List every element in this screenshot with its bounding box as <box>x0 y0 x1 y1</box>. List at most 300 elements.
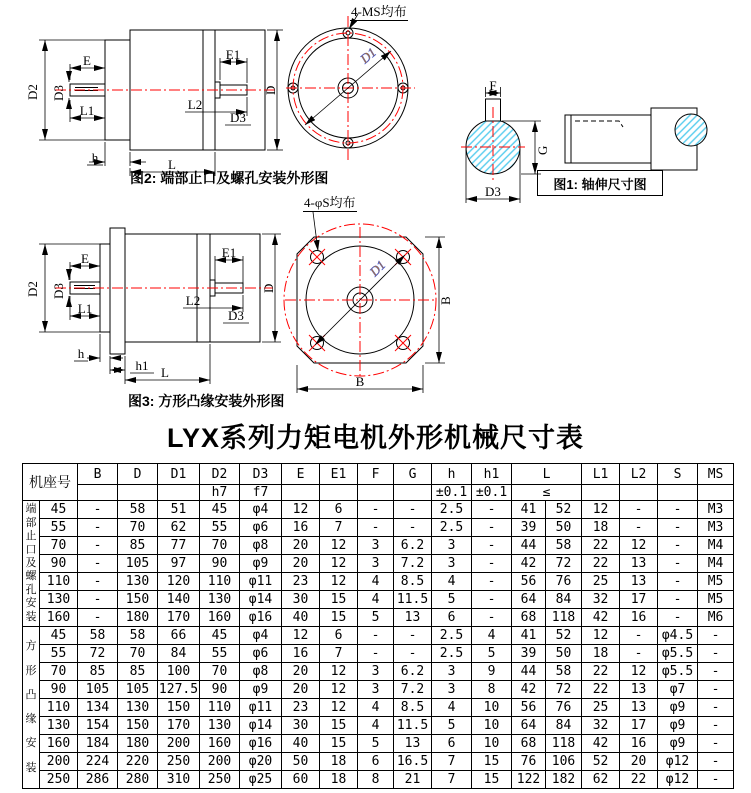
cell: 3 <box>358 663 394 681</box>
col-subheader-L: ≤ <box>512 485 582 501</box>
cell: - <box>358 645 394 663</box>
cell: φ4 <box>240 627 282 645</box>
cell: 85 <box>78 663 118 681</box>
cell: φ16 <box>240 735 282 753</box>
cell: 15 <box>320 717 358 735</box>
col-header-E: E <box>282 464 320 485</box>
dim-label-d3-left: D3 <box>51 283 66 299</box>
cell: 110 <box>200 699 240 717</box>
cell: - <box>394 519 432 537</box>
cell: 18 <box>320 753 358 771</box>
cell: 30 <box>282 717 320 735</box>
cell: φ9 <box>240 555 282 573</box>
col-subheader-F <box>358 485 394 501</box>
cell: 22 <box>620 771 658 789</box>
row-size: 250 <box>40 771 78 789</box>
dim-label-h1: h1 <box>135 358 149 373</box>
cell: - <box>620 501 658 519</box>
cell: 12 <box>320 537 358 555</box>
cell: 8 <box>358 771 394 789</box>
col-subheader-h1: ±0.1 <box>472 485 512 501</box>
cell: - <box>394 627 432 645</box>
cell: 150 <box>158 699 200 717</box>
cell: 13 <box>620 681 658 699</box>
cell: 52 <box>582 753 620 771</box>
dim-label-l1: L1 <box>77 301 93 316</box>
cell: φ14 <box>240 717 282 735</box>
fig1-break-section <box>675 114 707 146</box>
cell: - <box>698 627 734 645</box>
section-label-1: 方 形 凸 缘 安 装 <box>23 627 40 789</box>
cell: 68 <box>512 735 546 753</box>
cell: 7 <box>320 519 358 537</box>
fig3-side-view <box>25 228 290 413</box>
cell: - <box>78 555 118 573</box>
dim-label-b-bottom: B <box>355 374 365 389</box>
cell: 8.5 <box>394 699 432 717</box>
cell: 41 <box>512 627 546 645</box>
cell: - <box>78 519 118 537</box>
cell: 25 <box>582 699 620 717</box>
fig1-caption-box <box>537 170 663 196</box>
cell: 55 <box>200 519 240 537</box>
row-size: 130 <box>40 717 78 735</box>
cell: 15 <box>472 771 512 789</box>
row-size: 45 <box>40 501 78 519</box>
cell: - <box>394 645 432 663</box>
cell: 6 <box>432 735 472 753</box>
header-frame-size: 机座号 <box>23 464 78 501</box>
cell: 56 <box>512 573 546 591</box>
cell: 170 <box>158 717 200 735</box>
fig2-side-view <box>25 18 290 178</box>
cell: φ8 <box>240 663 282 681</box>
cell: φ9 <box>240 681 282 699</box>
cell: - <box>698 735 734 753</box>
cell: - <box>698 699 734 717</box>
cell: 90 <box>200 555 240 573</box>
cell: 5 <box>358 609 394 627</box>
dim-label-h: h <box>77 346 85 361</box>
cell: 17 <box>620 591 658 609</box>
cell: 7 <box>320 645 358 663</box>
cell: 22 <box>582 663 620 681</box>
dim-label-d2: D2 <box>25 281 40 297</box>
col-header-F: F <box>358 464 394 485</box>
cell: - <box>698 681 734 699</box>
section-label-0: 端 部 止 口 及 螺 孔 安 装 <box>23 501 40 627</box>
cell: 9 <box>472 663 512 681</box>
col-header-S: S <box>658 464 698 485</box>
fig2-caption: 图2: 端部止口及螺孔安装外形图 <box>130 170 329 186</box>
cell: φ12 <box>658 753 698 771</box>
dim-label-d3-left: D3 <box>51 85 66 101</box>
cell: 6 <box>432 609 472 627</box>
col-subheader-B <box>78 485 118 501</box>
cell: 44 <box>512 537 546 555</box>
cell: - <box>698 771 734 789</box>
cell: 3 <box>432 663 472 681</box>
cell: φ16 <box>240 609 282 627</box>
cell: 84 <box>158 645 200 663</box>
row-size: 45 <box>40 627 78 645</box>
cell: 32 <box>582 717 620 735</box>
cell: 118 <box>546 735 582 753</box>
col-subheader-G <box>394 485 432 501</box>
cell: M3 <box>698 501 734 519</box>
cell: 4 <box>358 699 394 717</box>
cell: - <box>658 537 698 555</box>
fig2-bolt-note: 4-MS均布 <box>351 4 407 19</box>
row-size: 110 <box>40 573 78 591</box>
cell: 58 <box>118 501 158 519</box>
cell: 58 <box>118 627 158 645</box>
cell: 3 <box>432 555 472 573</box>
fig2-front-view <box>285 0 460 172</box>
cell: φ4 <box>240 501 282 519</box>
cell: 4 <box>358 717 394 735</box>
cell: M4 <box>698 537 734 555</box>
cell: 250 <box>158 753 200 771</box>
cell: 180 <box>118 609 158 627</box>
cell: 16.5 <box>394 753 432 771</box>
dim-label-l1: L1 <box>79 103 95 118</box>
cell: 13 <box>394 735 432 753</box>
cell: - <box>394 501 432 519</box>
col-header-L2: L2 <box>620 464 658 485</box>
cell: - <box>658 555 698 573</box>
col-header-D2: D2 <box>200 464 240 485</box>
cell: 44 <box>512 663 546 681</box>
cell: 250 <box>200 771 240 789</box>
cell: 127.5 <box>158 682 199 697</box>
cell: 56 <box>512 699 546 717</box>
cell: - <box>698 753 734 771</box>
cell: 3 <box>358 681 394 699</box>
cell: 150 <box>118 591 158 609</box>
cell: 23 <box>282 699 320 717</box>
col-subheader-E <box>282 485 320 501</box>
cell: 12 <box>282 627 320 645</box>
cell: 20 <box>282 555 320 573</box>
cell: 22 <box>582 681 620 699</box>
cell: 18 <box>582 645 620 663</box>
cell: 39 <box>512 645 546 663</box>
cell: 68 <box>512 609 546 627</box>
cell: 97 <box>158 555 200 573</box>
cell: 42 <box>512 555 546 573</box>
cell: φ12 <box>658 771 698 789</box>
cell: 6.2 <box>394 663 432 681</box>
cell: 76 <box>546 699 582 717</box>
cell: 10 <box>472 699 512 717</box>
cell: - <box>620 519 658 537</box>
dim-label-g: G <box>535 145 550 155</box>
cell: 5 <box>358 735 394 753</box>
cell: 85 <box>118 537 158 555</box>
dim-label-d3-right: D3 <box>230 110 246 125</box>
cell: 5 <box>432 717 472 735</box>
cell: 62 <box>582 771 620 789</box>
cell: 160 <box>200 609 240 627</box>
cell: 12 <box>582 627 620 645</box>
cell: 51 <box>158 501 200 519</box>
cell: 130 <box>200 717 240 735</box>
cell: - <box>658 573 698 591</box>
cell: 45 <box>200 627 240 645</box>
dim-label-e: E <box>83 53 91 68</box>
dim-label-d1: D1 <box>357 44 379 67</box>
cell: 200 <box>200 753 240 771</box>
cell: φ9 <box>658 699 698 717</box>
cell: 7 <box>432 753 472 771</box>
cell: φ9 <box>658 717 698 735</box>
cell: 72 <box>546 555 582 573</box>
cell: - <box>358 519 394 537</box>
cell: 70 <box>118 519 158 537</box>
cell: 66 <box>158 627 200 645</box>
cell: 200 <box>158 735 200 753</box>
cell: 7.2 <box>394 681 432 699</box>
cell: 62 <box>158 519 200 537</box>
cell: 18 <box>582 519 620 537</box>
cell: 4 <box>472 627 512 645</box>
col-header-D3: D3 <box>240 464 282 485</box>
cell: M4 <box>698 555 734 573</box>
cell: 4 <box>358 573 394 591</box>
dim-label-e: E <box>81 251 89 266</box>
cell: 154 <box>78 717 118 735</box>
cell: - <box>658 519 698 537</box>
cell: 55 <box>200 645 240 663</box>
cell: M6 <box>698 609 734 627</box>
cell: - <box>472 519 512 537</box>
cell: 2.5 <box>432 519 472 537</box>
cell: 23 <box>282 573 320 591</box>
cell: φ25 <box>240 771 282 789</box>
cell: 2.5 <box>432 501 472 519</box>
cell: - <box>698 663 734 681</box>
col-subheader-D2: h7 <box>200 485 240 501</box>
dim-label-l: L <box>168 157 176 172</box>
cell: 10 <box>472 735 512 753</box>
cell: 72 <box>546 681 582 699</box>
cell: 50 <box>546 519 582 537</box>
cell: 40 <box>282 735 320 753</box>
cell: 220 <box>118 753 158 771</box>
cell: - <box>472 609 512 627</box>
cell: 42 <box>512 681 546 699</box>
cell: 16 <box>620 609 658 627</box>
row-size: 110 <box>40 699 78 717</box>
cell: 286 <box>78 771 118 789</box>
row-size: 55 <box>40 519 78 537</box>
col-header-D: D <box>118 464 158 485</box>
cell: 50 <box>282 753 320 771</box>
cell: 12 <box>320 555 358 573</box>
row-size: 90 <box>40 555 78 573</box>
cell: - <box>472 573 512 591</box>
cell: 6 <box>320 627 358 645</box>
cell: 180 <box>118 735 158 753</box>
cell: 182 <box>546 771 582 789</box>
col-header-G: G <box>394 464 432 485</box>
cell: 4 <box>432 573 472 591</box>
cell: φ20 <box>240 753 282 771</box>
cell: 17 <box>620 717 658 735</box>
cell: 20 <box>282 537 320 555</box>
fig3-bolt-note: 4-φS均布 <box>304 195 356 210</box>
cell: 118 <box>546 609 582 627</box>
cell: 16 <box>282 645 320 663</box>
cell: 6 <box>358 753 394 771</box>
cell: 2.5 <box>432 645 472 663</box>
cell: 8 <box>472 681 512 699</box>
dim-label-e1: E1 <box>221 245 237 260</box>
col-subheader-S <box>658 485 698 501</box>
cell: 6 <box>320 501 358 519</box>
dim-label-f: F <box>489 78 497 93</box>
row-size: 70 <box>40 537 78 555</box>
cell: - <box>698 717 734 735</box>
dimension-table <box>22 463 734 789</box>
cell: 120 <box>158 573 200 591</box>
dim-label-b-right: B <box>438 296 453 305</box>
cell: 12 <box>620 537 658 555</box>
cell: 3 <box>432 537 472 555</box>
dim-label-d: D <box>261 283 276 293</box>
cell: 3 <box>432 681 472 699</box>
cell: - <box>472 555 512 573</box>
cell: 4 <box>358 591 394 609</box>
cell: - <box>472 537 512 555</box>
col-subheader-L2 <box>620 485 658 501</box>
col-header-L: L <box>512 464 582 485</box>
cell: 134 <box>78 699 118 717</box>
cell: - <box>78 537 118 555</box>
cell: 42 <box>582 735 620 753</box>
col-subheader-L1 <box>582 485 620 501</box>
dim-label-l2: L2 <box>187 97 203 112</box>
col-header-B: B <box>78 464 118 485</box>
col-subheader-h: ±0.1 <box>432 485 472 501</box>
cell: 25 <box>582 573 620 591</box>
cell: 70 <box>118 645 158 663</box>
row-size: 160 <box>40 609 78 627</box>
cell: M3 <box>698 519 734 537</box>
cell: 13 <box>394 609 432 627</box>
cell: 20 <box>620 753 658 771</box>
cell: 130 <box>200 591 240 609</box>
cell: 15 <box>320 591 358 609</box>
cell: 58 <box>78 627 118 645</box>
cell: 90 <box>200 681 240 699</box>
cell: 15 <box>472 753 512 771</box>
cell: M5 <box>698 591 734 609</box>
fig3-front-view <box>285 195 465 413</box>
cell: 58 <box>546 537 582 555</box>
cell: 5 <box>472 645 512 663</box>
col-subheader-D <box>118 485 158 501</box>
dim-label-d3-right: D3 <box>228 308 244 323</box>
cell: 60 <box>282 771 320 789</box>
col-header-h1: h1 <box>472 464 512 485</box>
row-size: 90 <box>40 681 78 699</box>
cell: 6.2 <box>394 537 432 555</box>
cell: 160 <box>200 735 240 753</box>
cell: - <box>698 645 734 663</box>
fig1-caption: 图1: 轴伸尺寸图 <box>553 176 647 192</box>
cell: 84 <box>546 591 582 609</box>
cell: 3 <box>358 537 394 555</box>
cell: 20 <box>282 681 320 699</box>
cell: φ14 <box>240 591 282 609</box>
cell: 224 <box>78 753 118 771</box>
cell: 106 <box>546 753 582 771</box>
cell: - <box>358 627 394 645</box>
fig3-caption: 图3: 方形凸缘安装外形图 <box>128 393 285 409</box>
cell: 40 <box>282 609 320 627</box>
cell: 13 <box>620 573 658 591</box>
cell: 105 <box>118 555 158 573</box>
dim-label-l2: L2 <box>185 293 201 308</box>
cell: - <box>78 501 118 519</box>
cell: 76 <box>512 753 546 771</box>
cell: 12 <box>320 663 358 681</box>
cell: φ5.5 <box>658 645 698 663</box>
cell: - <box>620 627 658 645</box>
cell: 70 <box>200 663 240 681</box>
cell: 2.5 <box>432 627 472 645</box>
cell: 42 <box>582 609 620 627</box>
cell: 8.5 <box>394 573 432 591</box>
cell: 12 <box>320 573 358 591</box>
cell: 84 <box>546 717 582 735</box>
cell: 310 <box>158 771 200 789</box>
col-header-E1: E1 <box>320 464 358 485</box>
col-header-h: h <box>432 464 472 485</box>
cell: - <box>620 645 658 663</box>
cell: 21 <box>394 771 432 789</box>
cell: 15 <box>320 735 358 753</box>
col-header-MS: MS <box>698 464 734 485</box>
cell: 7 <box>432 771 472 789</box>
cell: 64 <box>512 717 546 735</box>
cell: 110 <box>200 573 240 591</box>
col-subheader-D1 <box>158 485 200 501</box>
cell: 39 <box>512 519 546 537</box>
cell: φ6 <box>240 645 282 663</box>
row-size: 200 <box>40 753 78 771</box>
col-header-L1: L1 <box>582 464 620 485</box>
cell: 13 <box>620 555 658 573</box>
cell: - <box>78 573 118 591</box>
cell: 12 <box>320 699 358 717</box>
cell: 11.5 <box>394 591 432 609</box>
cell: 150 <box>118 717 158 735</box>
cell: 52 <box>546 501 582 519</box>
dim-label-d3: D3 <box>485 184 501 199</box>
dim-label-e1: E1 <box>225 47 241 62</box>
dim-label-d2: D2 <box>25 84 40 100</box>
cell: 105 <box>118 681 158 699</box>
cell: 20 <box>282 663 320 681</box>
cell: φ7 <box>658 681 698 699</box>
cell: φ6 <box>240 519 282 537</box>
cell: 12 <box>282 501 320 519</box>
dim-label-l: L <box>161 365 169 380</box>
cell: 15 <box>320 609 358 627</box>
